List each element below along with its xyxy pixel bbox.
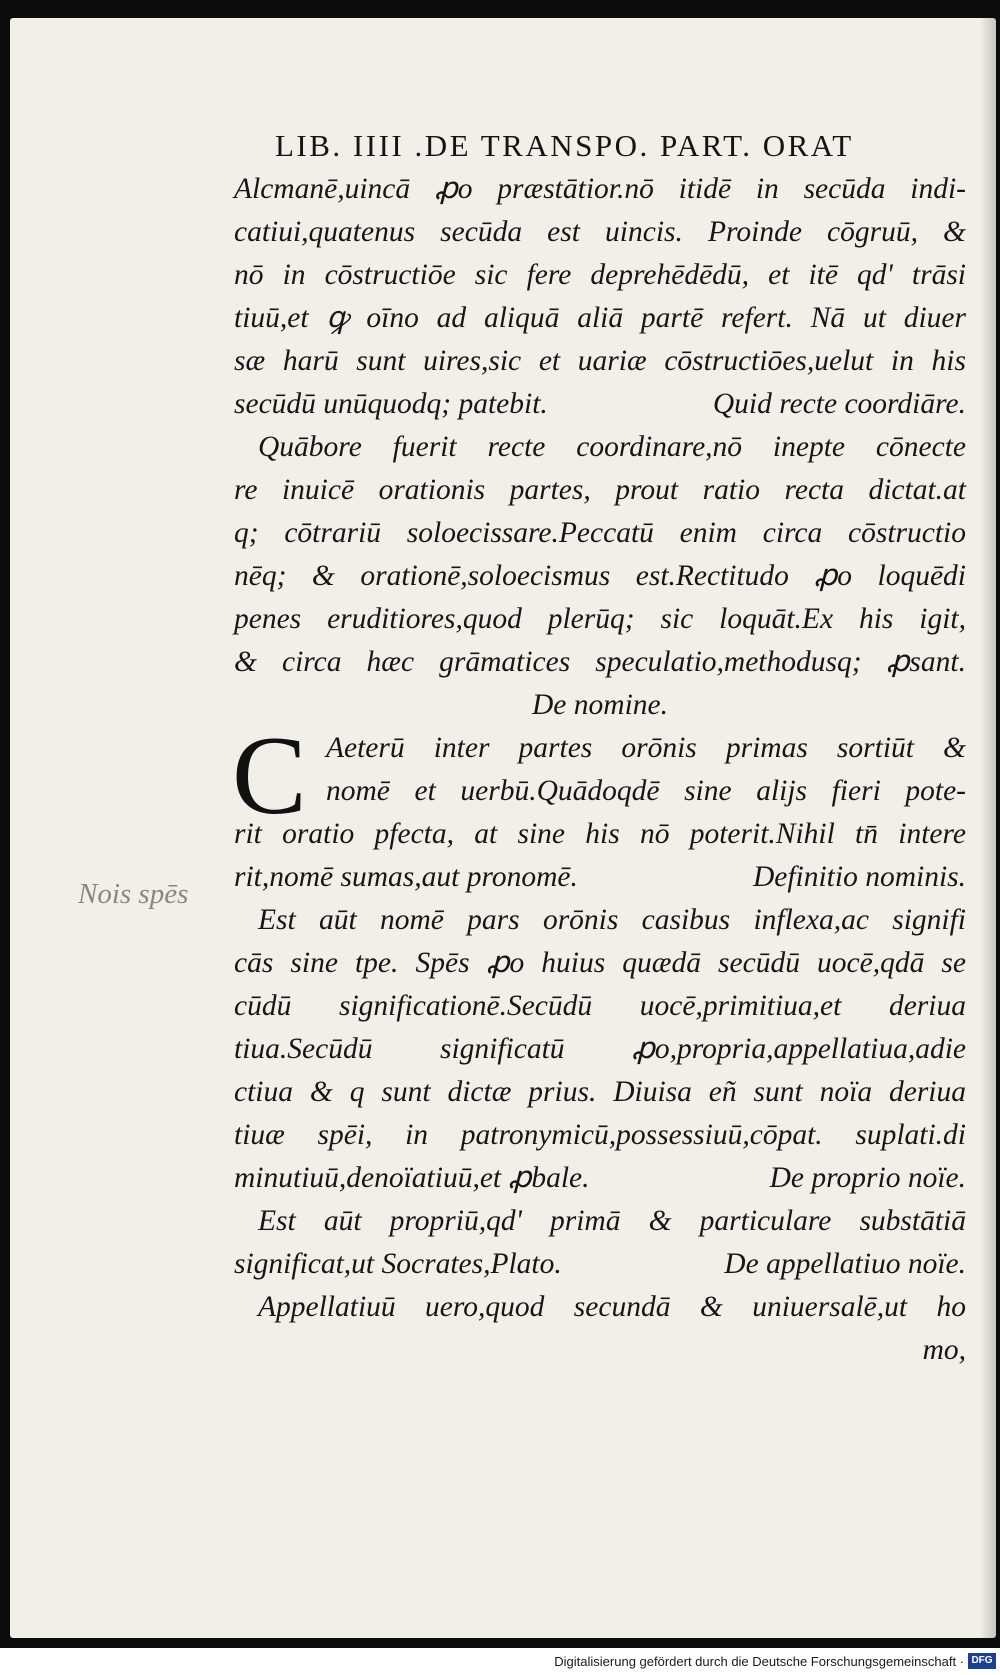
text-line: cās sine tpe. Spēs ꝓo huius quædā secūdū uocē,qdā se xyxy=(234,947,966,979)
running-head: LIB. IIII .DE TRANSPO. PART. ORAT xyxy=(275,128,854,163)
text-line: Quābore fuerit recte coordinare,nō inepte cōnecte xyxy=(258,431,966,463)
catchword-line xyxy=(234,1329,966,1372)
text-line-content: significat,ut Socrates,Plato. xyxy=(234,1248,562,1280)
text-line: ctiua & q sunt dictæ prius. Diuisa eñ sunt noïa deriua xyxy=(234,1076,966,1108)
text-line: Est aūt propriū,qd' primā & particulare substātiā xyxy=(258,1205,966,1237)
marginal-note: Nois spēs xyxy=(78,878,189,910)
text-line: cūdū significationē.Secūdū uocē,primitiua,et deriua xyxy=(234,990,966,1022)
funding-credit: Digitalisierung gefördert durch die Deutsche Forschungsgemeinschaft · xyxy=(554,1654,964,1669)
text-line: nēq; & orationē,soloecismus est.Rectitudo ꝓo loquēdi xyxy=(234,560,966,592)
text-line: Est aūt nomē pars orōnis casibus inflexa,ac signifi xyxy=(258,904,966,936)
text-line: nomē et uerbū.Quādoqdē sine alijs fieri pote- xyxy=(326,775,966,807)
text-line: Appellatiuū uero,quod secundā & uniuersalē,ut ho xyxy=(258,1291,966,1323)
text-line-content: minutiuū,denoïatiuū,et ꝓbale. xyxy=(234,1162,590,1194)
dfg-logo: DFG xyxy=(968,1653,996,1669)
text-line: nō in cōstructiōe sic fere deprehēdēdū, et itē qd' trāsi xyxy=(234,259,966,291)
catchword: mo, xyxy=(922,1334,966,1366)
text-line: Alcmanē,uincā ꝓo præstātior.nō itidē in secūda indi- xyxy=(234,173,966,205)
section-heading-recte-coordinare: Quid recte coordiāre. xyxy=(712,388,966,420)
text-line: q; cōtrariū soloecissare.Peccatū enim circa cōstructio xyxy=(234,517,966,549)
text-line: tiua.Secūdū significatū ꝓo,propria,appellatiua,adie xyxy=(234,1033,966,1065)
section-heading-de-proprio-noie: De proprio noïe. xyxy=(769,1162,966,1194)
text-line xyxy=(234,1243,966,1286)
text-line: Aeterū inter partes orōnis primas sortiūt & xyxy=(326,732,966,764)
text-block xyxy=(234,168,966,1372)
drop-cap-initial: C xyxy=(232,714,307,838)
text-line: catiui,quatenus secūda est uincis. Proinde cōgruū, & xyxy=(234,216,966,248)
text-line: re inuicē orationis partes, prout ratio recta dictat.at xyxy=(234,474,966,506)
section-heading-de-appellatiuo-noie: De appellatiuo noïe. xyxy=(724,1248,966,1280)
text-line: & circa hæc grāmatices speculatio,methodusq; ꝓsant. xyxy=(234,646,966,678)
text-line: penes eruditiores,quod plerūq; sic loquāt.Ex his igit, xyxy=(234,603,966,635)
text-line: tiuū,et ꝙ oīno ad aliquā aliā partē refert. Nā ut diuer xyxy=(234,302,966,334)
text-line: tiuæ spēi, in patronymicū,possessiuū,cōpat. suplati.di xyxy=(234,1119,966,1151)
section-heading-definitio-nominis: Definitio nominis. xyxy=(752,861,966,893)
digitization-footer xyxy=(0,1648,1000,1675)
text-line-content: rit,nomē sumas,aut pronomē. xyxy=(234,861,578,893)
text-line-content: secūdū unūquodq; patebit. xyxy=(234,388,548,420)
text-line xyxy=(234,383,966,426)
text-line: sæ harū sunt uires,sic et uariæ cōstructiōes,uelut in his xyxy=(234,345,966,377)
text-line xyxy=(234,1157,966,1200)
text-line xyxy=(234,856,966,899)
page-edge-shadow xyxy=(980,18,996,1638)
section-heading-de-nomine: De nomine. xyxy=(532,689,668,721)
text-line: rit oratio pfecta, at sine his nō poterit.Nihil tn̄ intere xyxy=(234,818,966,850)
